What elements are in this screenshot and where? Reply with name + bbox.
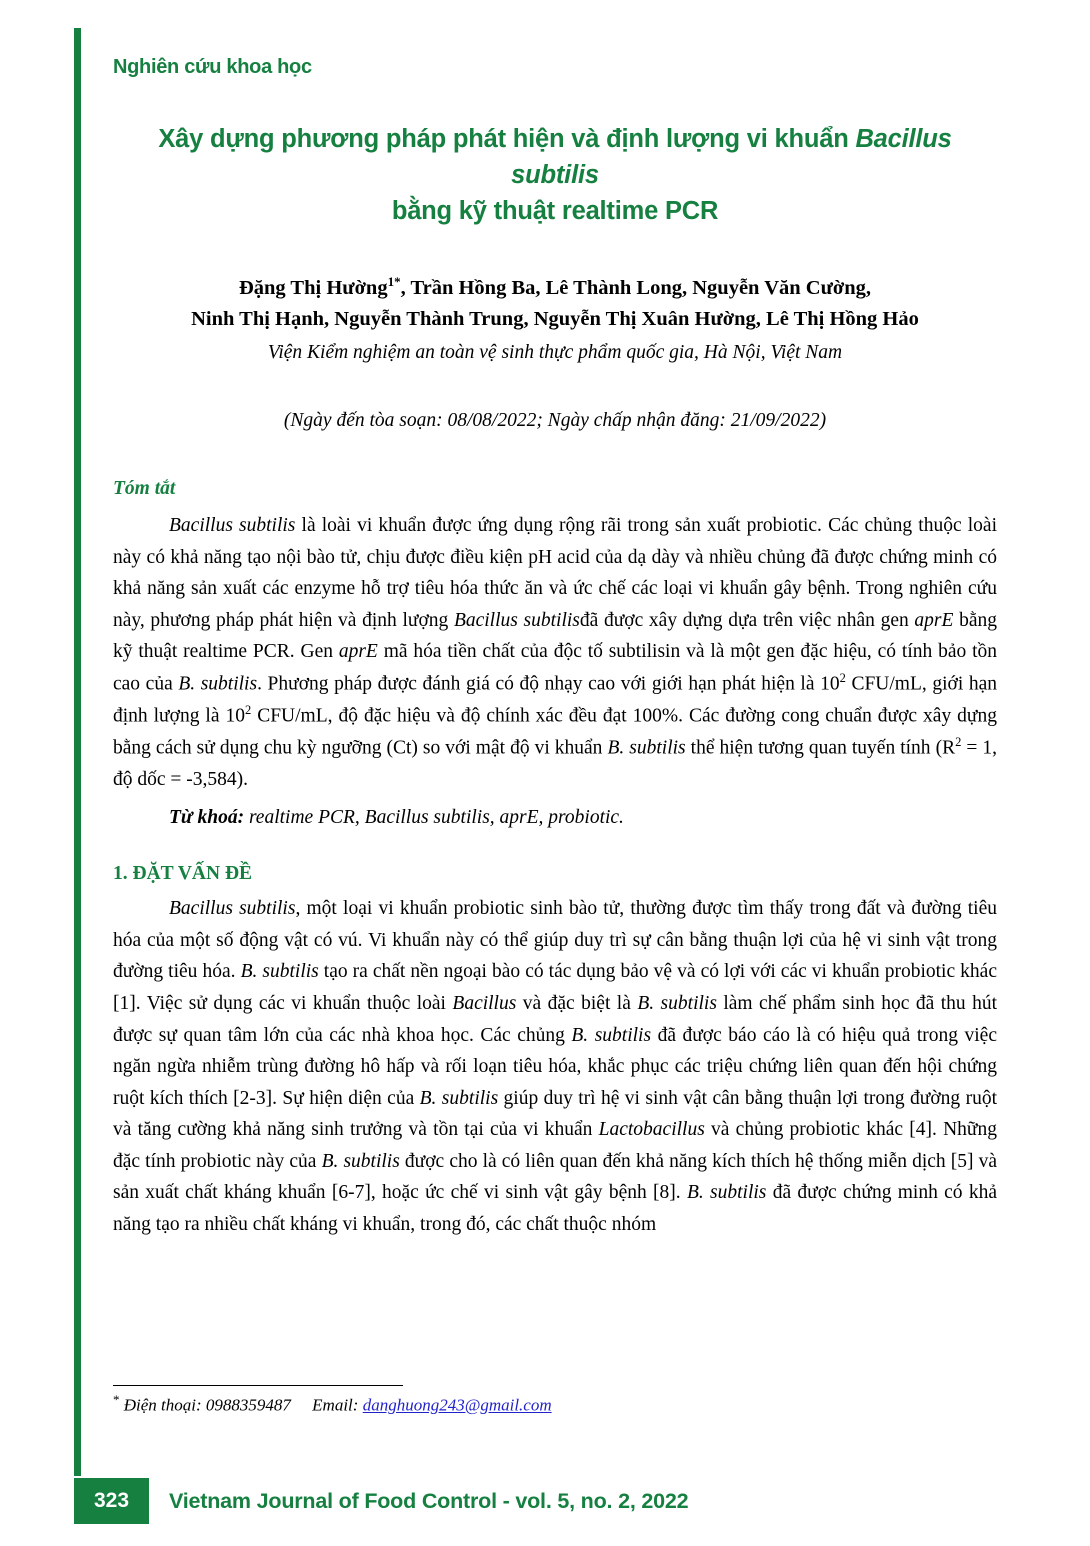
s1-species-1: Bacillus subtilis (169, 898, 296, 920)
page-content (113, 0, 997, 1241)
abstract-sup-1: 2 (839, 670, 846, 685)
s1-part-2: tạo ra chất nền ngoại bào có tác dụng bảo vệ và có lợi với các vi khuẩn probiotic khác [1]. Việc sử dụng các vi khuẩn thuộc loài (113, 961, 997, 1014)
abstract-gene-2: aprE (338, 641, 378, 663)
article-title-line2: bằng kỹ thuật realtime PCR (391, 197, 719, 226)
footnote-divider (113, 1385, 403, 1386)
section-1-paragraph (113, 893, 997, 1240)
s1-species-3: B. subtilis (637, 992, 717, 1014)
abstract-part-7: CFU/mL, độ đặc hiệu và độ chính xác đều đạt 100%. Các đường cong chuẩn được xây dựng bằng cách sử dụng chu kỳ ngưỡng (Ct) so với mật độ vi khuẩn (113, 705, 997, 759)
abstract-part-3: bằng kỹ thuật realtime PCR. Gen (113, 609, 997, 663)
abstract-part-2: đã được xây dựng dựa trên việc nhân gen (579, 609, 915, 631)
abstract-sup-2: 2 (244, 702, 252, 717)
affiliation: Viện Kiểm nghiệm an toàn vệ sinh thực phẩm quốc gia, Hà Nội, Việt Nam (267, 341, 843, 363)
authors-line1-rest: , Trần Hồng Ba, Lê Thành Long, Nguyễn Văn Cường, (400, 276, 872, 299)
article-title-line1-part1: Xây dựng phương pháp phát hiện và định lượng vi khuẩn (158, 125, 856, 153)
page-footer (74, 1478, 1004, 1524)
abstract-species-3: B. subtilis (178, 673, 258, 695)
s1-part-8: được cho là có liên quan đến khả năng kích thích hệ thống miễn dịch [5] và sản xuất chất kháng khuẩn [6-7], hoặc ức chế vi sinh vật gây bệnh [8]. (113, 1150, 998, 1204)
author-list (113, 272, 997, 336)
abstract-species-2: Bacillus subtilis (453, 609, 580, 631)
s1-part-3: và đặc biệt là (516, 992, 638, 1014)
footnote-email-label: Email: (312, 1395, 363, 1415)
s1-species-4: B. subtilis (571, 1024, 652, 1046)
authors-line2: Ninh Thị Hạnh, Nguyễn Thành Trung, Nguyễn Thị Xuân Hường, Lê Thị Hồng Hảo (191, 308, 919, 331)
s1-part-6: giúp duy trì hệ vi sinh vật cân bằng thuận lợi trong đường ruột và tăng cường khả năng sinh trưởng và tồn tại của vi khuẩn (113, 1087, 997, 1141)
abstract-label: Tóm tắt (113, 477, 176, 499)
s1-part-1: , một loại vi khuẩn probiotic sinh bào tử, thường được tìm thấy trong đất và đường tiêu hóa của một số động vật có vú. Vi khuẩn này có thể giúp duy trì sự cân bằng thuận lợi của hệ vi sinh vật trong đường tiêu hóa. (113, 898, 997, 983)
author-first: Đặng Thị Hường (238, 276, 388, 299)
s1-part-4: làm chế phẩm sinh học đã thu hút được sự quan tâm lớn của các nhà khoa học. Các chủng (113, 992, 997, 1046)
page-accent-bar (74, 28, 81, 1476)
s1-species-5: B. subtilis (419, 1087, 499, 1109)
abstract-part-8: thể hiện tương quan tuyến tính (R (685, 737, 956, 759)
abstract-part-1: là loài vi khuẩn được ứng dụng rộng rãi trong sản xuất probiotic. Các chủng thuộc loài này có khả năng tạo nội bào tử, chịu được điều kiện pH acid của dạ dày và nhiều chủng đã được chứng minh có khả năng sản xuất các enzyme hỗ trợ tiêu hóa thức ăn và ức chế các loại vi khuẩn gây bệnh. Trong nghiên cứu này, phương pháp phát hiện và định lượng (113, 514, 997, 631)
s1-lactobacillus: Lactobacillus (598, 1119, 705, 1141)
s1-part-7: và chủng probiotic khác [4]. Những đặc tính probiotic này của (113, 1119, 997, 1172)
page-number: 323 (74, 1478, 149, 1524)
keywords (113, 802, 997, 834)
keywords-value: realtime PCR, Bacillus subtilis, aprE, probiotic. (244, 806, 624, 828)
article-title (113, 121, 997, 230)
submission-dates: (Ngày đến tòa soạn: 08/08/2022; Ngày chấp nhận đăng: 21/09/2022) (283, 409, 827, 431)
article-title-species: Bacillus subtilis (511, 125, 952, 190)
s1-species-7: B. subtilis (686, 1182, 767, 1204)
abstract-part-6: CFU/mL, giới hạn định lượng là 10 (113, 673, 998, 727)
abstract-part-4: mã hóa tiền chất của độc tố subtilisin và là một gen đặc hiệu, có tính bảo tồn cao của (113, 641, 998, 695)
abstract-species-1: Bacillus subtilis (169, 514, 296, 536)
journal-footer-text: Vietnam Journal of Food Control - vol. 5, no. 2, 2022 (169, 1488, 689, 1513)
section-header: Nghiên cứu khoa học (113, 56, 312, 78)
s1-species-6: B. subtilis (321, 1150, 400, 1172)
abstract-part-5: . Phương pháp được đánh giá có độ nhạy cao với giới hạn phát hiện là 10 (257, 673, 840, 695)
s1-genus: Bacillus (452, 992, 517, 1014)
abstract-text (113, 510, 997, 796)
keywords-label: Từ khoá: (169, 806, 245, 828)
abstract-part-9: = 1, độ dốc = -3,584). (113, 737, 998, 791)
section-1-heading: 1. ĐẶT VẤN ĐỀ (113, 863, 253, 885)
s1-species-2: B. subtilis (240, 961, 319, 983)
author-affiliation-marker: 1* (387, 273, 401, 289)
abstract-species-4: B. subtilis (607, 737, 686, 759)
footnote-phone: Điện thoại: 0988359487 (119, 1395, 291, 1415)
s1-part-5: đã được báo cáo là có hiệu quả trong việc ngăn ngừa nhiễm trùng đường hô hấp và rối loạn tiêu hóa, khắc phục các triệu chứng liên quan đến hội chứng ruột kích thích [2-3]. Sự hiện diện của (113, 1024, 997, 1109)
footnote-email-link[interactable]: danghuong243@gmail.com (362, 1395, 552, 1415)
footnote-marker: * (113, 1392, 120, 1407)
abstract-sup-3: 2 (955, 735, 962, 750)
footnote (113, 1392, 997, 1416)
abstract-gene-1: aprE (914, 609, 954, 631)
s1-part-9: đã được chứng minh có khả năng tạo ra nhiều chất kháng vi khuẩn, trong đó, các chất thuộc nhóm (113, 1182, 997, 1236)
